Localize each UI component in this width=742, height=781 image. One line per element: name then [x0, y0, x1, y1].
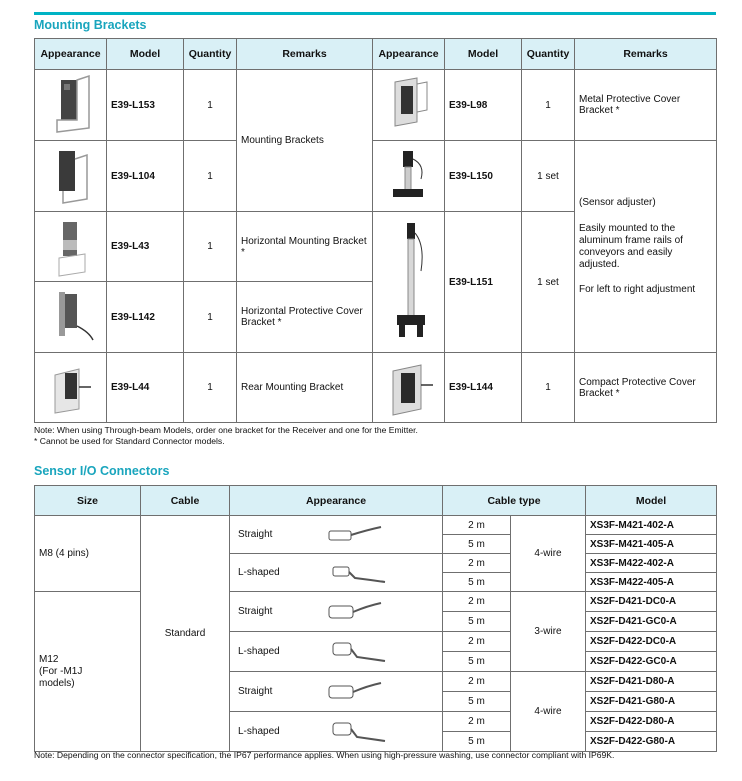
wire-3-m12: 3-wire	[511, 592, 586, 672]
bracket-image-e39-l153	[35, 70, 107, 141]
connector-straight-icon	[321, 680, 385, 704]
length: 5 m	[443, 612, 511, 632]
model-xs2f-d421-d80-a: XS2F-D421-D80-A	[586, 672, 717, 692]
qty-e39-l153: 1	[184, 70, 237, 141]
model-xs3f-m422-405-a: XS3F-M422-405-A	[586, 573, 717, 592]
connectors-note: Note: Depending on the connector specification, the IP67 performance applies. When using high-pressure washing, use connector compliant with IP69K.	[34, 750, 615, 760]
header-cable-type: Cable type	[443, 486, 586, 516]
appearance-m12-lshaped-b	[230, 712, 443, 752]
bracket-image-e39-l104	[35, 141, 107, 212]
model-e39-l43: E39-L43	[107, 212, 184, 282]
length: 2 m	[443, 554, 511, 573]
brackets-note-2: * Cannot be used for Standard Connector models.	[34, 436, 225, 446]
remark-e39-l98: Metal Protective Cover Bracket *	[575, 70, 717, 141]
model-xs2f-d421-gc0-a: XS2F-D421-GC0-A	[586, 612, 717, 632]
bracket-image-e39-l142	[35, 282, 107, 353]
brackets-note-1: Note: When using Through-beam Models, order one bracket for the Receiver and one for the Emitter.	[34, 425, 418, 435]
header-remarks: Remarks	[237, 39, 373, 70]
header-cable: Cable	[141, 486, 230, 516]
remark-e39-l144: Compact Protective Cover Bracket *	[575, 353, 717, 423]
bracket-image-e39-l98	[373, 70, 445, 141]
model-e39-l153: E39-L153	[107, 70, 184, 141]
qty-e39-l44: 1	[184, 353, 237, 423]
length: 5 m	[443, 652, 511, 672]
bracket-image-e39-l151	[373, 212, 445, 353]
length: 5 m	[443, 535, 511, 554]
remark-sensor-adjuster-title: (Sensor adjuster)	[579, 197, 656, 208]
remark-mounting-brackets: Mounting Brackets	[237, 70, 373, 212]
model-xs2f-d422-gc0-a: XS2F-D422-GC0-A	[586, 652, 717, 672]
model-e39-l98: E39-L98	[445, 70, 522, 141]
remark-sensor-adjuster-dir: For left to right adjustment	[579, 284, 696, 295]
remark-rear-mounting: Rear Mounting Bracket	[237, 353, 373, 423]
appearance-m8-lshaped	[230, 554, 443, 592]
appearance-m8-straight	[230, 516, 443, 554]
sensor-io-table	[34, 485, 717, 752]
appearance-m12-lshaped-a	[230, 632, 443, 672]
header-model: Model	[107, 39, 184, 70]
mounting-brackets-table	[34, 38, 717, 423]
mounting-brackets-title: Mounting Brackets	[34, 18, 147, 32]
model-e39-l104: E39-L104	[107, 141, 184, 212]
length: 5 m	[443, 573, 511, 592]
top-rule	[34, 12, 716, 15]
qty-e39-l43: 1	[184, 212, 237, 282]
remark-sensor-adjuster-desc: Easily mounted to the aluminum frame rails of conveyors and easily adjusted.	[579, 223, 683, 270]
model-e39-l151: E39-L151	[445, 212, 522, 353]
header-quantity-2: Quantity	[522, 39, 575, 70]
qty-e39-l98: 1	[522, 70, 575, 141]
shape-label: Straight	[238, 686, 273, 697]
wire-4-m12: 4-wire	[511, 672, 586, 752]
header-remarks-2: Remarks	[575, 39, 717, 70]
model-xs2f-d421-g80-a: XS2F-D421-G80-A	[586, 692, 717, 712]
length: 2 m	[443, 672, 511, 692]
length: 2 m	[443, 712, 511, 732]
remark-sensor-adjuster	[575, 141, 717, 353]
qty-e39-l104: 1	[184, 141, 237, 212]
shape-label: Straight	[238, 606, 273, 617]
wire-4-m8: 4-wire	[511, 516, 586, 592]
connector-lshaped-icon	[325, 562, 389, 584]
header-size: Size	[35, 486, 141, 516]
header-appearance-2: Appearance	[373, 39, 445, 70]
header-appearance-connector: Appearance	[230, 486, 443, 516]
length: 2 m	[443, 516, 511, 535]
length: 2 m	[443, 592, 511, 612]
qty-e39-l142: 1	[184, 282, 237, 353]
model-xs2f-d422-d80-a: XS2F-D422-D80-A	[586, 712, 717, 732]
model-xs2f-d422-dc0-a: XS2F-D422-DC0-A	[586, 632, 717, 652]
model-e39-l142: E39-L142	[107, 282, 184, 353]
bracket-image-e39-l44	[35, 353, 107, 423]
qty-e39-l150: 1 set	[522, 141, 575, 212]
header-quantity: Quantity	[184, 39, 237, 70]
qty-e39-l151: 1 set	[522, 212, 575, 353]
bracket-image-e39-l43	[35, 212, 107, 282]
header-appearance: Appearance	[35, 39, 107, 70]
size-m12: M12 (For -M1J models)	[35, 592, 141, 752]
remark-horizontal-protective: Horizontal Protective Cover Bracket *	[237, 282, 373, 353]
cable-standard: Standard	[141, 516, 230, 752]
brackets-notes	[34, 425, 418, 447]
length: 5 m	[443, 692, 511, 712]
model-xs3f-m421-402-a: XS3F-M421-402-A	[586, 516, 717, 535]
shape-label: L-shaped	[238, 726, 280, 737]
model-xs2f-d421-dc0-a: XS2F-D421-DC0-A	[586, 592, 717, 612]
appearance-m12-straight-b	[230, 672, 443, 712]
shape-label: Straight	[238, 529, 273, 540]
connector-lshaped-icon	[325, 719, 389, 745]
length: 2 m	[443, 632, 511, 652]
length: 5 m	[443, 732, 511, 752]
connector-straight-icon	[321, 524, 385, 546]
bracket-image-e39-l144	[373, 353, 445, 423]
connector-straight-icon	[321, 600, 385, 624]
shape-label: L-shaped	[238, 567, 280, 578]
model-e39-l44: E39-L44	[107, 353, 184, 423]
qty-e39-l144: 1	[522, 353, 575, 423]
header-model-2: Model	[445, 39, 522, 70]
model-xs3f-m422-402-a: XS3F-M422-402-A	[586, 554, 717, 573]
header-model-connector: Model	[586, 486, 717, 516]
model-e39-l150: E39-L150	[445, 141, 522, 212]
bracket-image-e39-l150	[373, 141, 445, 212]
shape-label: L-shaped	[238, 646, 280, 657]
connector-lshaped-icon	[325, 639, 389, 665]
remark-horizontal-mounting: Horizontal Mounting Bracket *	[237, 212, 373, 282]
sensor-io-title: Sensor I/O Connectors	[34, 464, 170, 478]
model-e39-l144: E39-L144	[445, 353, 522, 423]
size-m8: M8 (4 pins)	[35, 516, 141, 592]
model-xs2f-d422-g80-a: XS2F-D422-G80-A	[586, 732, 717, 752]
appearance-m12-straight-a	[230, 592, 443, 632]
model-xs3f-m421-405-a: XS3F-M421-405-A	[586, 535, 717, 554]
